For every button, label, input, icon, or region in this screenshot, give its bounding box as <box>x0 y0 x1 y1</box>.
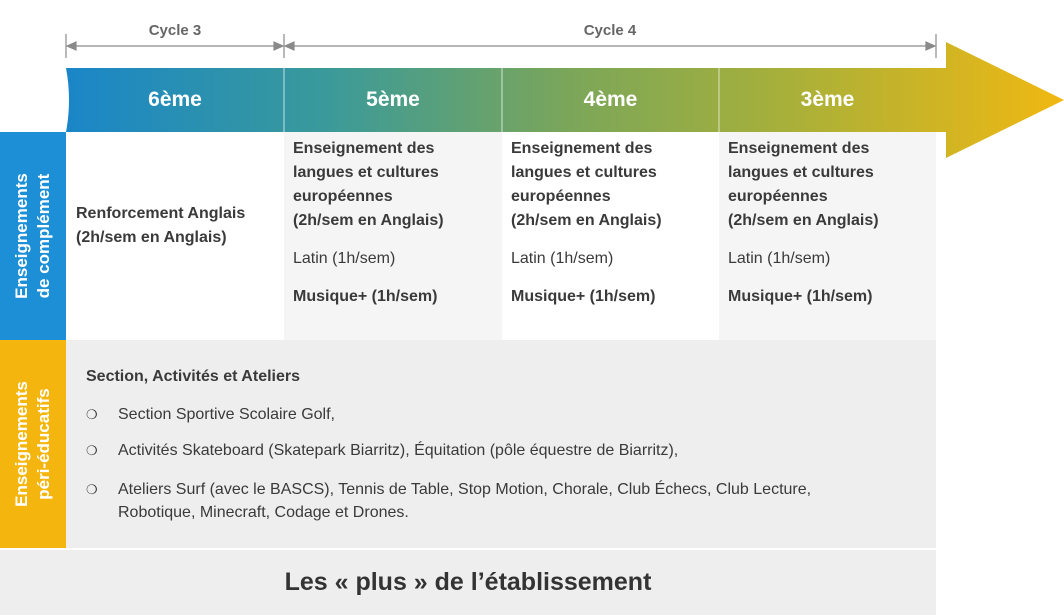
footer-title: Les « plus » de l’établissement <box>0 550 936 615</box>
peri-item: ❍ Section Sportive Scolaire Golf, <box>86 403 846 426</box>
cycle-4-label: Cycle 4 <box>583 22 637 39</box>
circle-bullet-icon: ❍ <box>86 407 98 422</box>
level-3eme: 3ème <box>800 88 855 111</box>
peri-title: Section, Activités et Ateliers <box>86 368 300 385</box>
cell-5eme: Enseignement des langues et cultures européennes (2h/sem en Anglais) Latin (1h/sem) Musique+ (1h/sem) <box>284 132 502 340</box>
peri-panel <box>66 340 936 548</box>
cell-6eme: Renforcement Anglais (2h/sem en Anglais) <box>66 132 284 340</box>
level-5eme: 5ème <box>366 88 420 111</box>
circle-bullet-icon: ❍ <box>86 482 98 497</box>
peri-item: ❍ Ateliers Surf (avec le BASCS), Tennis de Table, Stop Motion, Chorale, Club Échecs, Club Lecture, Robotique, Minecraft, Codage et Drones. <box>86 478 846 524</box>
level-6eme: 6ème <box>148 88 202 111</box>
side-label-complement: Enseignements de complément <box>0 132 66 340</box>
side-label-peri: Enseignements péri-éducatifs <box>0 340 66 548</box>
peri-item: ❍ Activités Skateboard (Skatepark Biarritz), Équitation (pôle équestre de Biarritz), <box>86 439 846 462</box>
cycle-3-label: Cycle 3 <box>148 22 202 39</box>
cell-3eme: Enseignement des langues et cultures européennes (2h/sem en Anglais) Latin (1h/sem) Musique+ (1h/sem) <box>719 132 936 340</box>
circle-bullet-icon: ❍ <box>86 443 98 458</box>
cell-4eme: Enseignement des langues et cultures européennes (2h/sem en Anglais) Latin (1h/sem) Musique+ (1h/sem) <box>502 132 719 340</box>
level-4eme: 4ème <box>583 88 638 111</box>
